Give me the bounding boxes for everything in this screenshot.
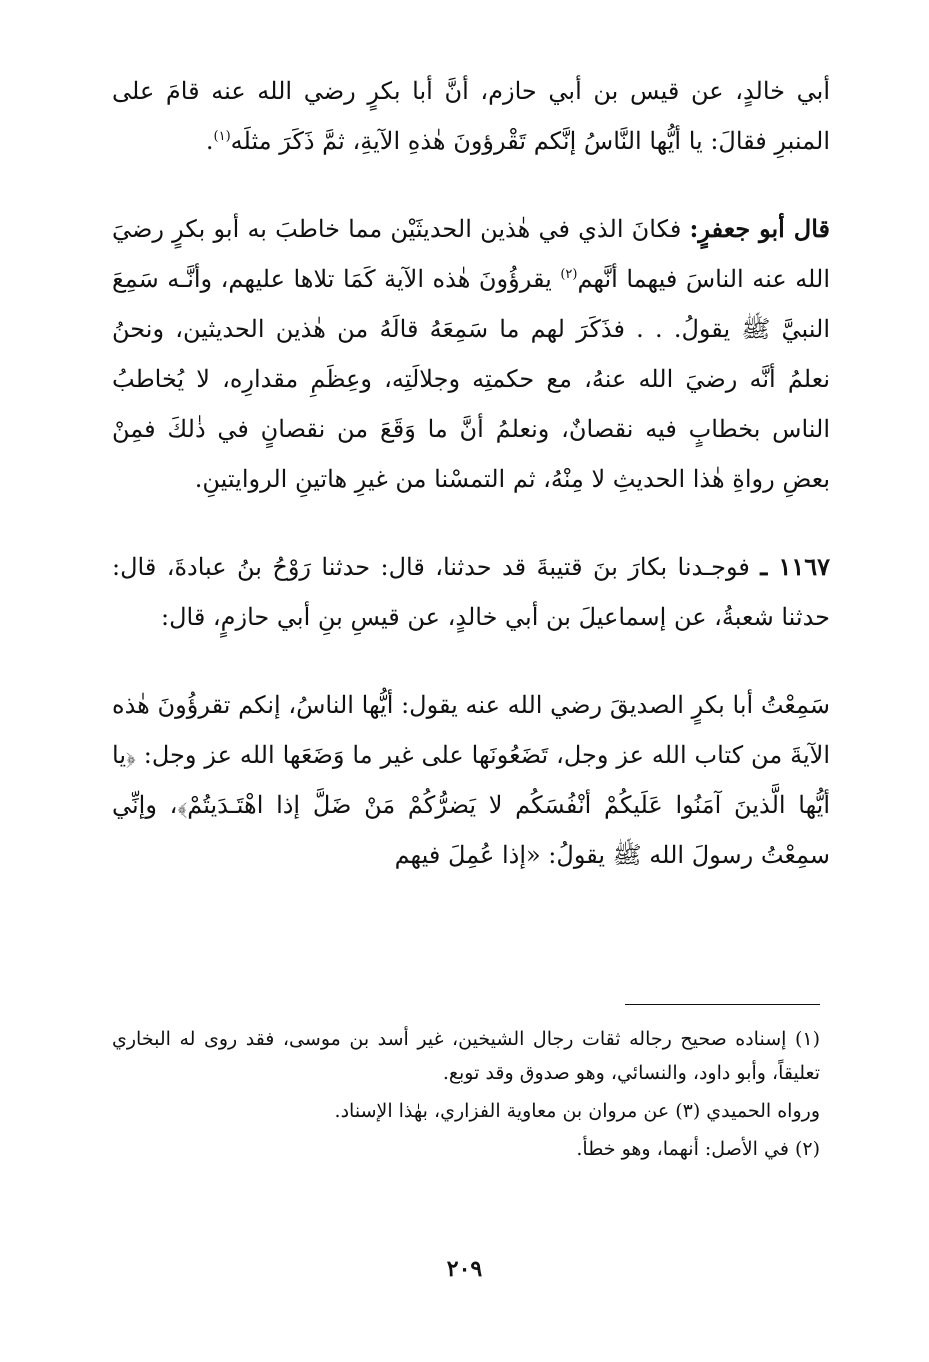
paragraph-3	[112, 542, 830, 642]
paragraph-2	[112, 204, 830, 504]
page-number: ٢٠٩	[446, 1256, 483, 1282]
hadith-number: ١١٦٧ ـ	[760, 552, 830, 581]
paragraph-1	[112, 66, 830, 166]
speaker-label: قال أبو جعفرٍ:	[689, 214, 830, 243]
paragraph-4-text: سَمِعْتُ أبا بكرٍ الصديقَ رضي الله عنه يقول: أيُّها الناسُ، إنكم تقرؤُونَ هٰذه الآيةَ من كتاب الله عز وجل، تَضَعُونَها على غير ما وَضَعَها الله عز وجل: ﴿يا أيُّها الَّذينَ آمَنُوا عَلَيكُمْ أنْفُسَكُم لا يَضرُّكُمْ مَنْ ضَلَّ إذا اهْتَـدَيتُمْ﴾، وإنِّي سمِعْتُ رسولَ الله ﷺ يقولُ: «إذا عُمِلَ فيهم	[112, 691, 830, 869]
footnotes	[112, 1022, 820, 1170]
main-text	[112, 66, 830, 880]
footnote-2: (٢) في الأصل: أنهما، وهو خطأ.	[576, 1138, 820, 1160]
paragraph-3-text: فوجـدنا بكارَ بنَ قتيبةَ قد حدثنا، قال: حدثنا رَوْحُ بنُ عبادةَ، قال: حدثنا شعبةُ، عن إسماعيلَ بن أبي خالدٍ، عن قيسِ بنِ أبي حازمٍ، قال:	[112, 553, 830, 631]
footnote-1-continued: ورواه الحميدي (٣) عن مروان بن معاوية الفزاري، بهٰذا الإسناد.	[334, 1100, 820, 1122]
paragraph-2-text-b: يقرؤُونَ هٰذه الآية كَمَا تلاها عليهم، وأنَّـه سَمِعَ النبيَّ ﷺ يقولُ. . . فذَكَرَ لهم ما سَمِعَهُ قالَهُ من هٰذين الحديثين، ونحنُ نعلمُ أنَّه رضيَ الله عنهُ، مع حكمتِه وجلالَتِه، وعِظَمِ مقدارِه، لا يُخاطبُ الناس بخطابٍ فيه نقصانٌ، ونعلمُ أنَّ ما وَقَعَ من نقصانٍ في ذٰلكَ فمِنْ بعضِ رواةِ هٰذا الحديثِ لا مِنْهُ، ثم التمسْنا من غيرِ هاتينِ الروايتينِ.	[112, 265, 830, 493]
footnote-separator	[625, 1004, 820, 1005]
paragraph-1-end: .	[205, 127, 214, 155]
paragraph-1-text: أبي خالدٍ، عن قيس بن أبي حازم، أنَّ أبا بكرٍ رضي الله عنه قامَ على المنبرِ فقالَ: يا أيُّها النَّاسُ إنَّكم تَقْرؤونَ هٰذهِ الآيةِ، ثمَّ ذَكَرَ مثلَه	[112, 77, 830, 155]
footnote-1: (١) إسناده صحيح رجاله ثقات رجال الشيخين، غير أسد بن موسى، فقد روى له البخاري تعليقاً، وأبو داود، والنسائي، وهو صدوق وقد توبع.	[112, 1028, 820, 1084]
footnote-ref-1: (١)	[213, 129, 231, 144]
paragraph-2-text-a: فكانَ الذي في هٰذين الحديثَيْن مما خاطبَ به أبو بكرٍ رضيَ الله عنه الناسَ فيهما أنَّهم	[112, 215, 830, 293]
footnote-ref-2: (٢)	[560, 267, 578, 282]
paragraph-4	[112, 680, 830, 880]
